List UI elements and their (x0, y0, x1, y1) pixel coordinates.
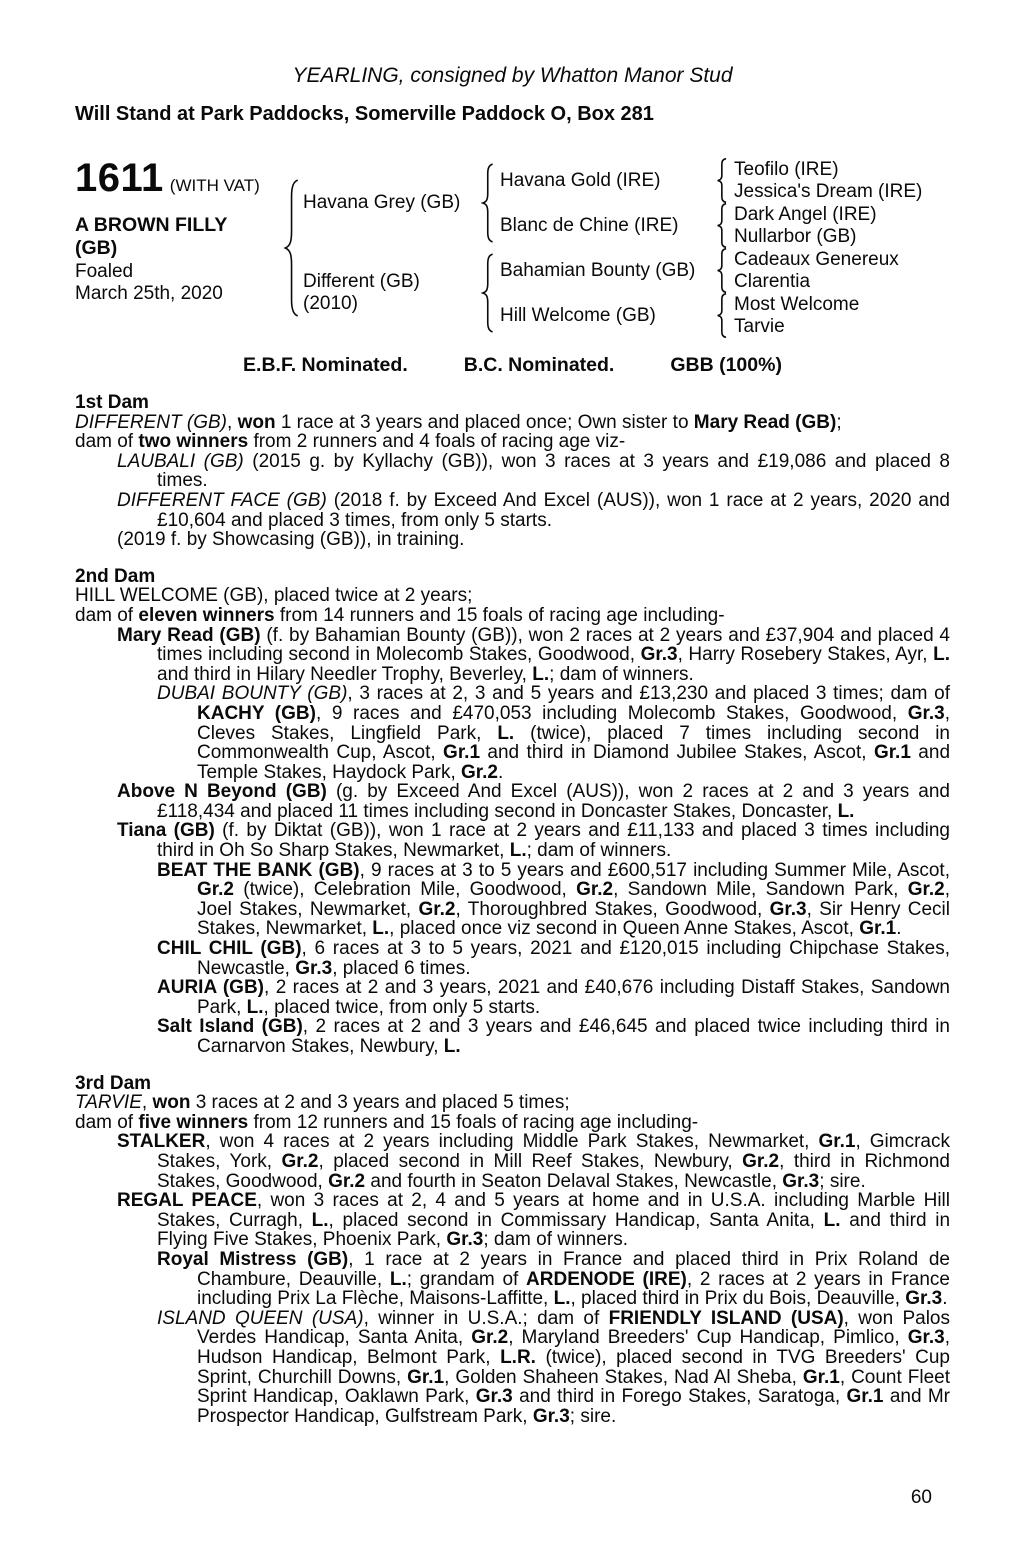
section-heading: 1st Dam (75, 392, 149, 413)
text-segment: DUBAI BOUNTY (GB) (157, 683, 348, 705)
text-segment: FRIENDLY ISLAND (USA) (608, 1307, 844, 1329)
text-segment: ; grandam of (406, 1268, 527, 1290)
text-segment: , placed second in Mill Reef Stakes, Newbury, (318, 1150, 743, 1172)
text-segment: L. (509, 840, 527, 862)
stand-location-line: Will Stand at Park Paddocks, Somerville Paddock O, Box 281 (75, 103, 654, 125)
text-segment: , Maryland Breeders' Cup Handicap, Pimlico, (508, 1327, 908, 1349)
text-segment: . (497, 761, 504, 783)
pedigree-paragraph (75, 530, 950, 550)
text-segment: L. (553, 1288, 571, 1310)
horse-name-line2: (GB) (75, 237, 118, 259)
text-segment: L. (532, 663, 550, 685)
great-granddam-name: Clarentia (734, 270, 811, 292)
grandsire-name: Bahamian Bounty (GB) (500, 260, 696, 281)
text-segment: , placed 6 times. (332, 957, 471, 979)
text-segment: , Joel Stakes, Newmarket, (197, 879, 950, 920)
text-segment: DIFFERENT FACE (GB) (117, 489, 327, 511)
text-segment: DIFFERENT (GB) (75, 411, 227, 433)
text-segment: , 1 race at 2 years in France and placed third in Prix Roland de Chambure, Deauville, (197, 1248, 951, 1290)
text-segment: (2019 f. by Showcasing (GB)), in training. (117, 529, 465, 551)
text-segment: , 2 races at 2 years in France including Prix La Flèche, Maisons-Laffitte, (197, 1268, 950, 1310)
text-segment: BEAT THE BANK (GB) (157, 859, 360, 881)
text-segment: , Count Fleet Sprint Handicap, Oaklawn Park, (197, 1366, 950, 1408)
great-granddam-name: Nullarbor (GB) (734, 225, 857, 247)
pedigree-paragraph (75, 978, 950, 1017)
text-segment: Gr.1 (407, 1366, 445, 1388)
text-segment: dam of (75, 1111, 139, 1133)
text-segment: L. (837, 800, 855, 822)
text-segment: from 14 runners and 15 foals of racing age including- (274, 604, 725, 626)
pedigree-brace-icon (716, 293, 729, 338)
text-segment: , won Palos Verdes Handicap, Santa Anita, (197, 1307, 950, 1349)
text-segment: and Temple Stakes, Haydock Park, (197, 742, 951, 783)
text-segment: , placed second in Commissary Handicap, Santa Anita, (328, 1209, 824, 1231)
text-segment: Gr.3 (782, 1170, 820, 1192)
text-segment: L.R. (500, 1346, 536, 1368)
pedigree-brace-icon (716, 248, 729, 293)
text-segment: . (896, 918, 902, 940)
section-heading: 2nd Dam (75, 565, 156, 587)
text-segment: , 6 races at 3 to 5 years, 2021 and £120,015 including Chipchase Stakes, Newcastle, (197, 938, 950, 979)
lot-number: 1611 (75, 156, 164, 200)
text-segment: Mary Read (GB) (117, 624, 261, 646)
text-segment: Gr.1 (846, 1386, 884, 1408)
text-segment: , won 3 races at 2, 4 and 5 years at home and in U.S.A. including Marble Hill Stakes, Curragh, (157, 1190, 950, 1231)
pedigree-paragraph (75, 586, 950, 606)
text-segment: L. (372, 918, 390, 940)
text-segment: , 3 races at 2, 3 and 5 years and £13,230 and placed 3 times; dam of (347, 683, 950, 705)
granddam-group (500, 203, 950, 248)
grandsire-name: Havana Gold (IRE) (500, 170, 661, 191)
text-segment: Gr.1 (443, 742, 481, 764)
text-segment: (f. by Bahamian Bounty (GB)), won 2 races at 2 years and £37,904 and placed 4 times including second in Molecomb Stakes, Goodwood, (157, 624, 950, 666)
pedigree-brace-icon (716, 158, 729, 203)
pedigree-paragraph (75, 861, 950, 939)
text-segment: and fourth in Seaton Delaval Stakes, Newcastle, (365, 1170, 783, 1192)
text-segment: and third in Hilary Needler Trophy, Beverley, (157, 663, 533, 685)
text-segment: Gr.3 (532, 1405, 570, 1427)
text-segment: and third in Diamond Jubilee Stakes, Ascot, (480, 742, 874, 764)
nomination-gbb: GBB (100%) (670, 354, 782, 376)
text-segment: ; dam of winners. (483, 1229, 628, 1251)
text-segment: Gr.1 (859, 918, 897, 940)
pedigree-paragraph (75, 821, 950, 860)
great-granddam-name: Jessica's Dream (IRE) (734, 180, 923, 202)
text-segment: Mary Read (GB) (693, 411, 837, 433)
text-segment: ARDENODE (IRE) (526, 1268, 687, 1290)
great-grandparents (734, 249, 950, 292)
text-segment: (twice), placed 7 times including second in Commonwealth Cup, Ascot, (197, 722, 950, 764)
text-segment: TARVIE (75, 1092, 142, 1114)
dam-half (303, 248, 950, 338)
text-segment: and third in Flying Five Stakes, Phoenix Park, (157, 1209, 951, 1251)
pedigree-brace-icon (481, 163, 496, 243)
text-segment: Gr.3 (905, 1288, 943, 1310)
section-heading: 3rd Dam (75, 1072, 152, 1094)
text-segment: , Hudson Handicap, Belmont Park, (197, 1327, 950, 1368)
text-segment: Gr.1 (873, 742, 911, 764)
text-segment: , (141, 1092, 153, 1114)
text-segment: from 2 runners and 4 foals of racing age viz- (248, 431, 626, 453)
text-segment: ISLAND QUEEN (USA) (157, 1307, 364, 1329)
text-segment: , third in Richmond Stakes, Goodwood, (157, 1150, 950, 1192)
text-segment: L. (443, 1036, 461, 1057)
text-segment: Gr.1 (818, 1131, 856, 1153)
pedigree-paragraph (75, 606, 950, 626)
pedigree-paragraph (75, 413, 950, 433)
pedigree-paragraph (75, 1113, 950, 1133)
text-segment: , Golden Shaheen Stakes, Nad Al Sheba, (444, 1366, 803, 1388)
pedigree-paragraph (75, 432, 950, 452)
pedigree-paragraph (75, 684, 950, 782)
text-segment: LAUBALI (GB) (117, 450, 244, 472)
text-segment: L. (497, 722, 515, 744)
great-grandparents (734, 294, 950, 337)
text-segment: Gr.2 (281, 1150, 319, 1172)
text-segment: Gr.1 (802, 1366, 840, 1388)
page-content (75, 64, 950, 1426)
text-segment: , 2 races at 2 and 3 years and £46,645 and placed twice including third in Carnarvon Stakes, Newbury, (197, 1016, 950, 1057)
text-segment: L. (823, 1209, 841, 1231)
text-segment: , 2 races at 2 and 3 years, 2021 and £40,676 including Distaff Stakes, Sandown Park, (197, 977, 950, 1018)
text-segment: , Harry Rosebery Stakes, Ayr, (677, 644, 934, 666)
text-segment: , 9 races at 3 to 5 years and £600,517 including Summer Mile, Ascot, (359, 859, 950, 881)
text-segment: CHIL CHIL (GB) (157, 938, 302, 960)
dam-grandparents (500, 248, 950, 338)
pedigree-brace-icon (481, 253, 496, 333)
text-segment: ; sire. (569, 1405, 617, 1427)
lot-info (75, 158, 283, 305)
text-segment: Gr.3 (475, 1386, 513, 1408)
dam-name (303, 271, 481, 315)
text-segment: Gr.3 (907, 1327, 945, 1349)
pedigree-paragraph (75, 782, 950, 821)
text-segment: L. (933, 644, 951, 666)
text-segment: eleven winners (138, 604, 275, 626)
lot-line (75, 158, 283, 198)
dam-name-text: Different (GB) (303, 271, 420, 292)
nominations-line (75, 354, 950, 376)
pedigree-paragraph (75, 1191, 950, 1250)
text-segment: Gr.3 (446, 1229, 484, 1251)
text-segment: 3 races at 2 and 3 years and placed 5 times; (190, 1092, 570, 1114)
text-segment: Gr.2 (197, 879, 234, 901)
text-segment: , placed third in Prix du Bois, Deauville, (570, 1288, 906, 1310)
great-grandsire-name: Teofilo (IRE) (734, 159, 839, 180)
text-segment: HILL WELCOME (GB), placed twice at 2 years; (75, 585, 473, 607)
text-segment: KACHY (GB) (197, 702, 316, 724)
text-segment: Gr.2 (742, 1150, 780, 1172)
pedigree-paragraph (75, 1250, 950, 1309)
pedigree-paragraph (75, 1132, 950, 1191)
text-segment: Gr.3 (640, 644, 678, 666)
great-grandparents (734, 159, 950, 202)
nomination-bc: B.C. Nominated. (463, 354, 615, 376)
text-segment: dam of (75, 431, 139, 453)
text-segment: , winner in U.S.A.; dam of (363, 1307, 609, 1329)
pedigree-paragraph (75, 1017, 950, 1056)
vat-label: (WITH VAT) (169, 176, 260, 195)
sire-half (303, 158, 950, 248)
text-segment: L. (311, 1209, 329, 1231)
text-segment: (twice), placed second in TVG Breeders' Cup Sprint, Churchill Downs, (197, 1346, 950, 1388)
text-segment: Gr.3 (769, 898, 807, 920)
foaled-date: March 25th, 2020 (75, 283, 223, 304)
dam-sections (75, 393, 950, 1426)
text-segment: Royal Mistress (GB) (157, 1248, 349, 1270)
text-segment: (f. by Diktat (GB)), won 1 race at 2 years and £11,133 and placed 3 times including third in Oh So Sharp Stakes, Newmarket, (157, 820, 950, 862)
dam-year: (2010) (303, 293, 358, 314)
sire-grandparents (500, 158, 950, 248)
text-segment: Gr.2 (907, 879, 945, 901)
text-segment: and third in Forego Stakes, Saratoga, (512, 1386, 847, 1408)
text-segment: from 12 runners and 15 foals of racing age including- (248, 1111, 699, 1133)
pedigree-brace-icon (716, 203, 729, 248)
pedigree-paragraph (75, 1093, 950, 1113)
dam-section (75, 567, 950, 1057)
text-segment: Gr.3 (907, 702, 945, 724)
pedigree-tree (283, 158, 950, 338)
granddam-name: Blanc de Chine (IRE) (500, 215, 679, 236)
grandsire-group (500, 158, 950, 203)
text-segment: dam of (75, 604, 139, 626)
pedigree-paragraph (75, 626, 950, 685)
text-segment: Tiana (GB) (117, 820, 215, 842)
text-segment: , Cleves Stakes, Lingfield Park, (197, 702, 950, 744)
text-segment: , Sandown Mile, Sandown Park, (613, 879, 908, 901)
great-grandsire-name: Dark Angel (IRE) (734, 204, 877, 225)
great-grandparents (734, 204, 950, 247)
granddam-name: Hill Welcome (GB) (500, 305, 656, 326)
text-segment: ; (836, 411, 842, 433)
horse-name (75, 214, 283, 260)
text-segment: Gr.2 (461, 761, 498, 783)
text-segment: , (227, 411, 238, 433)
text-segment: and Mr Prospector Handicap, Gulfstream Park, (197, 1386, 951, 1427)
text-segment: (2018 f. by Exceed And Excel (AUS)), won 1 race at 2 years, 2020 and £10,604 and placed 3 times, from only 5 starts. (157, 489, 950, 531)
text-segment: , placed once viz second in Queen Anne Stakes, Ascot, (389, 918, 860, 940)
text-segment: Gr.2 (418, 898, 456, 920)
pedigree-brace-icon (283, 178, 302, 318)
text-segment: Gr.2 (576, 879, 614, 901)
text-segment: . (942, 1288, 948, 1310)
text-segment: Salt Island (GB) (157, 1016, 303, 1038)
text-segment: Above N Beyond (GB) (117, 781, 327, 803)
pedigree-paragraph (75, 452, 950, 491)
text-segment: Gr.3 (295, 957, 333, 979)
foaled-label: Foaled (75, 261, 134, 282)
text-segment: L. (389, 1268, 407, 1290)
text-segment: two winners (138, 431, 249, 453)
page-title: YEARLING, consigned by Whatton Manor Stud (292, 64, 733, 87)
great-grandsire-name: Most Welcome (734, 294, 860, 315)
dam-section (75, 393, 950, 550)
pedigree-paragraph (75, 1309, 950, 1427)
great-granddam-name: Tarvie (734, 315, 785, 337)
pedigree-paragraph (75, 491, 950, 530)
grandsire-group (500, 248, 950, 293)
pedigree-paragraph (75, 939, 950, 978)
text-segment: ; dam of winners. (549, 663, 694, 685)
pedigree-halves (303, 158, 950, 338)
text-segment: (g. by Exceed And Excel (AUS)), won 2 races at 2 and 3 years and £118,434 and placed 11 times including second in Doncaster Stakes, Doncaster, (157, 781, 950, 822)
text-segment: REGAL PEACE (117, 1190, 257, 1212)
text-segment: L. (246, 996, 264, 1018)
text-segment: , 9 races and £470,053 including Molecomb Stakes, Goodwood, (315, 702, 908, 724)
text-segment: (2015 g. by Kyllachy (GB)), won 3 races at 3 years and £19,086 and placed 8 times. (157, 450, 951, 492)
text-segment: ; dam of winners. (526, 840, 672, 862)
text-segment: STALKER (117, 1131, 206, 1153)
text-segment: , won 4 races at 2 years including Middle Park Stakes, Newmarket, (205, 1131, 819, 1153)
text-segment: , placed twice, from only 5 starts. (263, 996, 541, 1018)
great-grandsire-name: Cadeaux Genereux (734, 249, 899, 270)
text-segment: , Thoroughbred Stakes, Goodwood, (455, 898, 770, 920)
text-segment: Gr.2 (471, 1327, 509, 1349)
text-segment: , Gimcrack Stakes, York, (157, 1131, 951, 1172)
dam-section (75, 1074, 950, 1427)
nomination-ebf: E.B.F. Nominated. (243, 354, 408, 376)
page-number: 60 (910, 1487, 932, 1508)
text-segment: five winners (138, 1111, 249, 1133)
text-segment: AURIA (GB) (157, 977, 265, 999)
text-segment: Gr.2 (328, 1170, 366, 1192)
text-segment: ; sire. (819, 1170, 866, 1192)
pedigree-block (75, 158, 950, 338)
sire-name: Havana Grey (GB) (303, 192, 461, 213)
granddam-group (500, 293, 950, 338)
text-segment: (twice), Celebration Mile, Goodwood, (233, 879, 577, 901)
text-segment: 1 race at 3 years and placed once; Own sister to (275, 411, 694, 433)
text-segment: won (152, 1092, 191, 1114)
text-segment: won (237, 411, 276, 433)
horse-name-line1: A BROWN FILLY (75, 214, 228, 236)
text-segment: , Sir Henry Cecil Stakes, Newmarket, (197, 898, 950, 940)
